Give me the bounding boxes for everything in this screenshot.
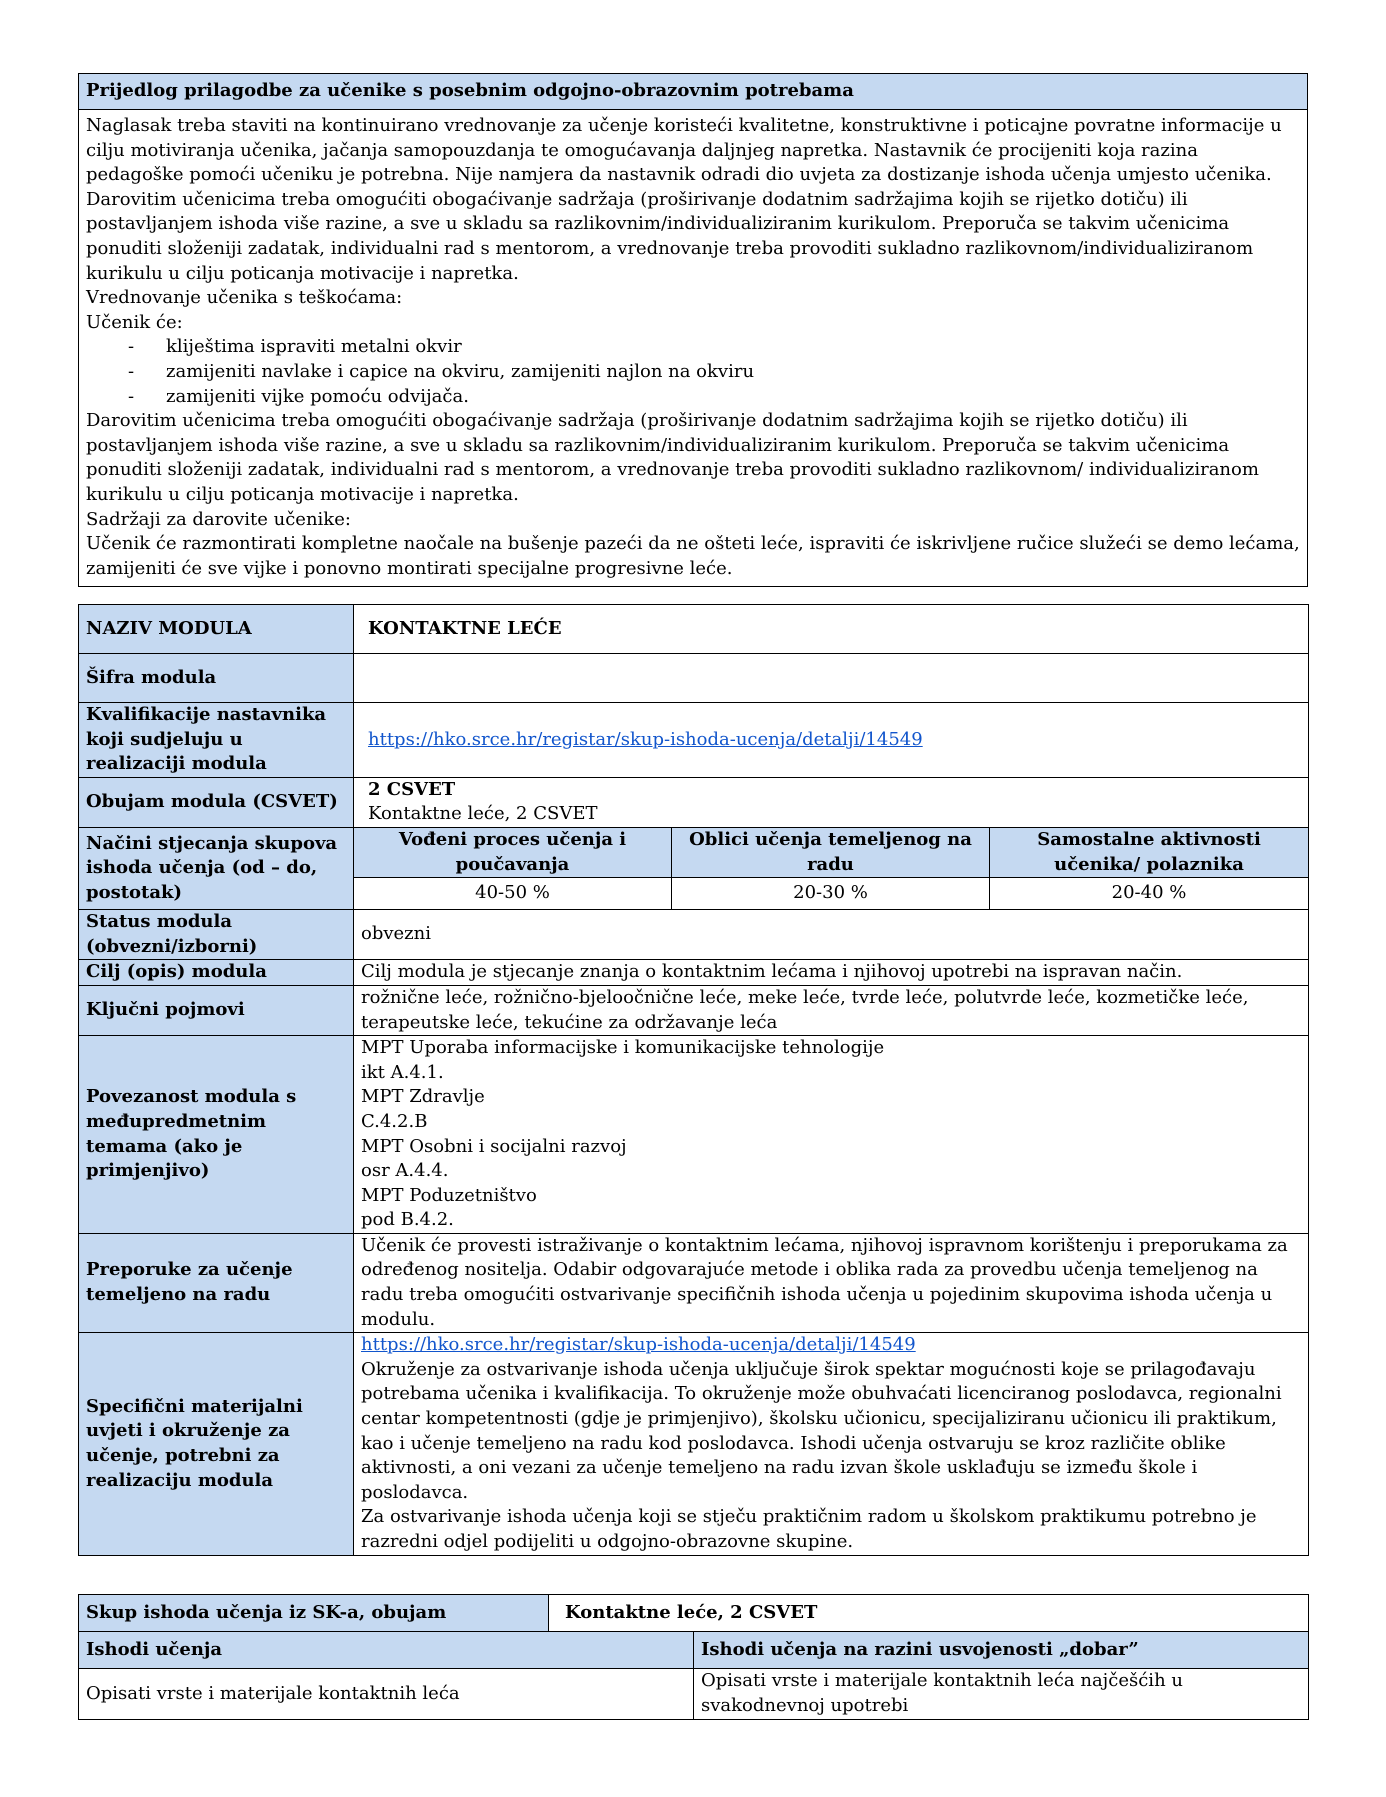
nacini-header: Vođeni proces učenja i poučavanja <box>354 827 672 877</box>
nacini-header: Samostalne aktivnosti učenika/ polaznika <box>990 827 1309 877</box>
materijalni-link[interactable]: https://hko.srce.hr/registar/skup-ishoda-ucenja/detalji/14549 <box>361 1334 916 1356</box>
prilagodba-paragraph: Darovitim učenicima treba omogućiti obogaćivanje sadržaja (proširivanje dodatnim sadržajima kojih se rijetko dotiču) ili postavljanjem ishoda više razine, a sve u skladu sa razlikovnim/individualiziranim kurikulom. Preporuča se takvim učenicima ponuditi složeniji zadatak, individualni rad s mentorom, a vrednovanje treba provoditi sukladno razlikovnom/ individualiziranom kurikulu u cilju poticanja motivacije i napretka. <box>86 410 1259 505</box>
cilj-value: Cilj modula je stjecanje znanja o kontaktnim lećama i njihovoj upotrebi na ispravan način. <box>354 960 1309 986</box>
povezanost-value <box>354 1036 1309 1234</box>
list-item: - zamijeniti vijke pomoću odvijača. <box>86 385 1300 410</box>
kvalifikacije-link[interactable]: https://hko.srce.hr/registar/skup-ishoda-ucenja/detalji/14549 <box>368 728 923 750</box>
ishod-cell: Opisati vrste i materijale kontaktnih leća <box>79 1669 694 1720</box>
prilagodba-body <box>79 110 1308 587</box>
pojmovi-label: Ključni pojmovi <box>79 985 354 1035</box>
list-item: - zamijeniti navlake i capice na okviru, zamijeniti najlon na okviru <box>86 360 1300 385</box>
materijalni-paragraph: Okruženje za ostvarivanje ishoda učenja uključuje širok spektar mogućnosti koje se prilagođavaju potrebama učenika i kvalifikacija. To okruženje može obuhvaćati licenciranog poslodavca, regionalni centar kompetentnosti (gdje je primjenjivo), školsku učionicu, specijaliziranu učionicu ili praktikum, kao i učenje temeljeno na radu kod poslodavca. Ishodi učenja ostvaruju se kroz različite oblike aktivnosti, a oni vezani za učenje temeljeno na radu izvan škole usklađuju se između škole i poslodavca. <box>361 1358 1282 1503</box>
prilagodba-paragraph: Učenik će: <box>86 311 183 333</box>
povezanost-line: C.4.2.B <box>361 1110 428 1132</box>
kvalifikacije-value <box>354 703 1309 778</box>
skup-ishoda-value: Kontaktne leće, 2 CSVET <box>549 1595 1309 1632</box>
naziv-modula-label: NAZIV MODULA <box>79 605 354 654</box>
obujam-label: Obujam modula (CSVET) <box>79 777 354 827</box>
nacini-label: Načini stjecanja skupova ishoda učenja (od – do, postotak) <box>79 827 354 909</box>
obujam-csvet: 2 CSVET <box>368 778 456 800</box>
nacini-value: 40-50 % <box>354 878 672 910</box>
prilagodba-paragraph: Sadržaji za darovite učenike: <box>86 508 351 530</box>
materijalni-value <box>354 1333 1309 1555</box>
prilagodba-paragraph: Učenik će razmontirati kompletne naočale na bušenje pazeći da ne ošteti leće, ispraviti će iskrivljene ručice služeći se demo lećama, zamijeniti će sve vijke i ponovno montirati specijalne progresivne leće. <box>86 533 1300 579</box>
preporuke-label: Preporuke za učenje temeljeno na radu <box>79 1233 354 1332</box>
skup-ishoda-table <box>78 1594 1309 1720</box>
ishod-dobar-cell: Opisati vrste i materijale kontaktnih leća najčešćih u svakodnevnoj upotrebi <box>694 1669 1309 1720</box>
povezanost-line: osr A.4.4. <box>361 1160 449 1182</box>
pojmovi-value: rožnične leće, rožnično-bjeloočnične leće, meke leće, tvrde leće, polutvrde leće, kozmetičke leće, terapeutske leće, tekućine za održavanje leća <box>354 985 1309 1035</box>
povezanost-line: MPT Zdravlje <box>361 1086 485 1108</box>
povezanost-line: MPT Uporaba informacijske i komunikacijske tehnologije <box>361 1037 885 1059</box>
modul-table <box>78 604 1309 1556</box>
prilagodba-paragraph: Vrednovanje učenika s teškoćama: <box>86 287 403 309</box>
nacini-header: Oblici učenja temeljenog na radu <box>672 827 990 877</box>
povezanost-line: MPT Osobni i socijalni razvoj <box>361 1135 627 1157</box>
list-item: - kliještima ispraviti metalni okvir <box>86 335 1300 360</box>
povezanost-line: pod B.4.2. <box>361 1209 454 1231</box>
cilj-label: Cilj (opis) modula <box>79 960 354 986</box>
sifra-modula-value <box>354 654 1309 703</box>
povezanost-label: Povezanost modula s međupredmetnim temama (ako je primjenjivo) <box>79 1036 354 1234</box>
materijalni-paragraph: Za ostvarivanje ishoda učenja koji se stječu praktičnim radom u školskom praktikumu potrebno je razredni odjel podijeliti u odgojno-obrazovne skupine. <box>361 1506 1257 1552</box>
status-label: Status modula (obvezni/izborni) <box>79 910 354 960</box>
povezanost-line: MPT Poduzetništvo <box>361 1184 537 1206</box>
obujam-skup: Kontaktne leće, 2 CSVET <box>368 803 598 825</box>
preporuke-value: Učenik će provesti istraživanje o kontaktnim lećama, njihovoj ispravnom korištenju i preporukama za određenog nositelja. Odabir odgovarajuće metode i oblika rada za provedbu učenja temeljenog na radu treba omogućiti ostvarivanje specifičnih ishoda učenja u pojedinim skupovima ishoda učenja u modulu. <box>354 1233 1309 1332</box>
prilagodba-heading: Prijedlog prilagodbe za učenike s posebnim odgojno-obrazovnim potrebama <box>79 74 1308 110</box>
nacini-value: 20-30 % <box>672 878 990 910</box>
povezanost-line: ikt A.4.1. <box>361 1061 444 1083</box>
kvalifikacije-label: Kvalifikacije nastavnika koji sudjeluju u realizaciji modula <box>79 703 354 778</box>
materijalni-label: Specifični materijalni uvjeti i okruženje za učenje, potrebni za realizaciju modula <box>79 1333 354 1555</box>
skup-ishoda-label: Skup ishoda učenja iz SK-a, obujam <box>79 1595 549 1632</box>
ishodi-header: Ishodi učenja <box>79 1632 694 1669</box>
prilagodba-list <box>86 335 1300 409</box>
prilagodba-table <box>78 73 1308 587</box>
prilagodba-paragraph: Naglasak treba staviti na kontinuirano vrednovanje za učenje koristeći kvalitetne, konstruktivne i poticajne povratne informacije u cilju motiviranja učenika, jačanja samopouzdanja te omogućavanja daljnjeg napretka. Nastavnik će procijeniti koja razina pedagoške pomoći učeniku je potrebna. Nije namjera da nastavnik odradi dio uvjeta za dostizanje ishoda učenja umjesto učenika. Darovitim učenicima treba omogućiti obogaćivanje sadržaja (proširivanje dodatnim sadržajima kojih se rijetko dotiču) ili postavljanjem ishoda više razine, a sve u skladu sa razlikovnim/individualiziranim kurikulom. Preporuča se takvim učenicima ponuditi složeniji zadatak, individualni rad s mentorom, a vrednovanje treba provoditi sukladno razlikovnom/individualiziranom kurikulu u cilju poticanja motivacije i napretka. <box>86 115 1282 284</box>
sifra-modula-label: Šifra modula <box>79 654 354 703</box>
obujam-value <box>354 777 1309 827</box>
status-value: obvezni <box>354 910 1309 960</box>
naziv-modula-value: KONTAKTNE LEĆE <box>354 605 1309 654</box>
nacini-value: 20-40 % <box>990 878 1309 910</box>
ishodi-dobar-header: Ishodi učenja na razini usvojenosti „dobar” <box>694 1632 1309 1669</box>
